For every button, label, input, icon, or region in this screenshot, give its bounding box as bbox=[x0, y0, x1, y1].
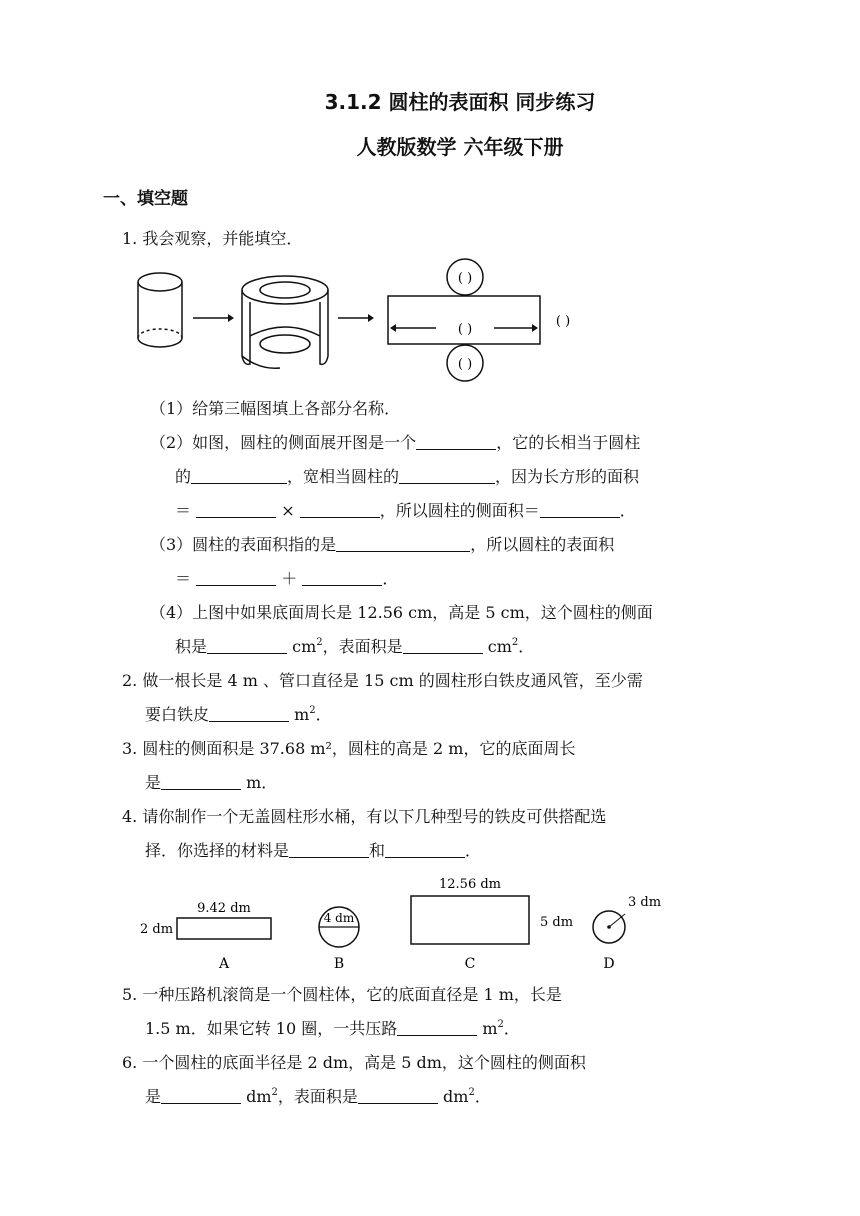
answer-blank[interactable] bbox=[399, 467, 495, 484]
arrow-right-icon bbox=[532, 324, 538, 332]
answer-blank[interactable] bbox=[300, 501, 380, 518]
question-1-stem: 1. 我会观察，并能填空． bbox=[122, 229, 303, 248]
question-4-line2: 择．你选择的材料是 和 ． bbox=[145, 841, 482, 860]
width-blank: ( ) bbox=[555, 314, 571, 329]
material-a-label: A bbox=[218, 956, 230, 972]
answer-blank[interactable] bbox=[336, 535, 470, 552]
question-1-sub3-line1: （3）圆柱的表面积指的是 ，所以圆柱的表面积 bbox=[150, 535, 615, 554]
question-2-line2: 要白铁皮 $m^2$． bbox=[145, 705, 332, 724]
top-circle-blank: ( ) bbox=[457, 271, 473, 286]
question-2-line1: 2. 做一根长是 4 m 、管口直径是 15 cm 的圆柱形白铁皮通风管，至少需 bbox=[122, 671, 643, 690]
answer-blank[interactable] bbox=[358, 1087, 438, 1104]
arrow-right-icon bbox=[338, 314, 374, 322]
question-6-line2: 是 $dm^2$，表面积是 $dm^2$． bbox=[145, 1087, 491, 1106]
unrolling-cylinder-icon bbox=[242, 276, 328, 368]
material-d-radius-label: 3 dm bbox=[628, 895, 662, 910]
answer-blank[interactable] bbox=[289, 841, 369, 858]
material-c-width-label: 5 dm bbox=[540, 915, 574, 930]
cylinder-unfolding-figure bbox=[130, 256, 600, 386]
material-c-label: C bbox=[464, 956, 476, 972]
page-subtitle: 人教版数学 六年级下册 bbox=[356, 135, 564, 159]
page-title: 3.1.2 圆柱的表面积 同步练习 bbox=[324, 90, 596, 114]
question-1-sub2-line1: （2）如图，圆柱的侧面展开图是一个 ，它的长相当于圆柱 bbox=[150, 433, 641, 452]
question-4-line1: 4. 请你制作一个无盖圆柱形水桶，有以下几种型号的铁皮可供搭配选 bbox=[122, 807, 607, 826]
material-b-diameter-label: 4 dm bbox=[323, 911, 355, 925]
answer-blank[interactable] bbox=[209, 705, 289, 722]
answer-blank[interactable] bbox=[416, 433, 496, 450]
materials-figure bbox=[130, 870, 690, 978]
answer-blank[interactable] bbox=[403, 637, 483, 654]
cylinder-icon bbox=[138, 273, 182, 347]
answer-blank[interactable] bbox=[540, 501, 620, 518]
length-blank: ( ) bbox=[457, 322, 473, 337]
material-c-length-label: 12.56 dm bbox=[439, 877, 501, 892]
question-1-sub2-line2: 的 ，宽相当圆柱的 ，因为长方形的面积 bbox=[175, 467, 640, 486]
material-a-length-label: 9.42 dm bbox=[197, 901, 251, 916]
answer-blank[interactable] bbox=[397, 1019, 477, 1036]
material-a-width-label: 2 dm bbox=[140, 922, 174, 937]
answer-blank[interactable] bbox=[207, 637, 287, 654]
question-1-sub2-line3: ＝ × ，所以圆柱的侧面积＝ ． bbox=[175, 501, 636, 520]
answer-blank[interactable] bbox=[161, 773, 241, 790]
bottom-circle-blank: ( ) bbox=[457, 357, 473, 372]
question-1-sub4-line1: （4）上图中如果底面周长是 12.56 cm，高是 5 cm，这个圆柱的侧面 bbox=[150, 603, 653, 622]
arrow-left-icon bbox=[390, 324, 396, 332]
question-1-sub1: （1）给第三幅图填上各部分名称． bbox=[150, 399, 401, 418]
answer-blank[interactable] bbox=[385, 841, 465, 858]
answer-blank[interactable] bbox=[161, 1087, 241, 1104]
arrow-right-icon bbox=[193, 314, 234, 322]
question-5-line2: 1.5 m．如果它转 10 圈，一共压路 $m^2$． bbox=[145, 1019, 520, 1038]
question-3-line2: 是 m． bbox=[145, 773, 278, 792]
question-1-sub3-line2: ＝ ＋ ． bbox=[175, 569, 399, 588]
material-d-label: D bbox=[603, 956, 615, 972]
answer-blank[interactable] bbox=[196, 501, 276, 518]
answer-blank[interactable] bbox=[302, 569, 382, 586]
material-a-rectangle bbox=[177, 918, 271, 939]
question-5-line1: 5. 一种压路机滚筒是一个圆柱体，它的底面直径是 1 m，长是 bbox=[122, 985, 562, 1004]
question-6-line1: 6. 一个圆柱的底面半径是 2 dm，高是 5 dm，这个圆柱的侧面积 bbox=[122, 1053, 586, 1072]
question-3-line1: 3. 圆柱的侧面积是 37.68 m²，圆柱的高是 2 m，它的底面周长 bbox=[122, 739, 576, 758]
material-c-rectangle bbox=[411, 896, 529, 944]
answer-blank[interactable] bbox=[196, 569, 276, 586]
answer-blank[interactable] bbox=[191, 467, 287, 484]
material-b-label: B bbox=[333, 956, 345, 972]
question-1-sub4-line2: 积是 $cm^2$，表面积是 $cm^2$． bbox=[175, 637, 535, 656]
section-title: 一、填空题 bbox=[103, 189, 188, 209]
